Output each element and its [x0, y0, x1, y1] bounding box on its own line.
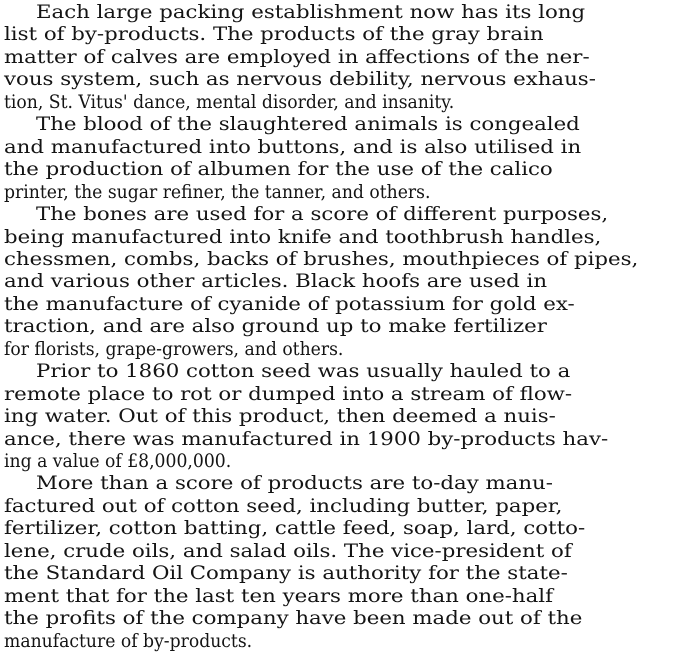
text-line: list of by-products. The products of the gray brain	[4, 24, 544, 46]
text-line: printer, the sugar refiner, the tanner, and others.	[4, 181, 431, 203]
text-line: Each large packing establishment now has its long	[36, 2, 586, 23]
text-line: Prior to 1860 cotton seed was usually hauled to a	[36, 361, 571, 383]
text-line: and various other articles. Black hoofs are used in	[4, 271, 548, 293]
text-line: ing a value of £8,000,000.	[4, 451, 232, 472]
text-line: The bones are used for a score of different purposes,	[36, 204, 609, 226]
text-line: ment that for the last ten years more than one-half	[4, 585, 553, 607]
text-line: ance, there was manufactured in 1900 by-products hav-	[4, 428, 609, 450]
text-line: fertilizer, cotton batting, cattle feed, soap, lard, cotto-	[4, 518, 586, 540]
text-line: chessmen, combs, backs of brushes, mouthpieces of pipes,	[4, 248, 639, 270]
text-line: tion, St. Vitus' dance, mental disorder, and insanity.	[4, 91, 455, 113]
article-page	[4, 0, 672, 663]
text-line: ing water. Out of this product, then deemed a nuis-	[4, 406, 556, 428]
text-line: lene, crude oils, and salad oils. The vice-president of	[4, 540, 572, 562]
text-line: the Standard Oil Company is authority for the state-	[4, 563, 568, 585]
text-line: vous system, such as nervous debility, nervous exhaus-	[4, 69, 596, 91]
text-line: The blood of the slaughtered animals is congealed	[36, 114, 580, 136]
text-line: More than a score of products are to-day manu-	[36, 473, 553, 495]
text-line: factured out of cotton seed, including butter, paper,	[4, 495, 563, 517]
text-line: the manufacture of cyanide of potassium for gold ex-	[4, 293, 575, 315]
text-line: matter of calves are employed in affections of the ner-	[4, 46, 590, 68]
text-line: and manufactured into buttons, and is also utilised in	[4, 136, 582, 158]
text-line: traction, and are also ground up to make fertilizer	[4, 316, 547, 338]
text-line: being manufactured into knife and toothbrush handles,	[4, 226, 602, 248]
text-line: the profits of the company have been made out of the	[4, 608, 583, 630]
text-line: for florists, grape-growers, and others.	[4, 338, 344, 360]
text-line: remote place to rot or dumped into a stream of flow-	[4, 383, 573, 405]
text-line: the production of albumen for the use of the calico	[4, 159, 553, 181]
text-line: manufacture of by-products.	[4, 630, 253, 652]
